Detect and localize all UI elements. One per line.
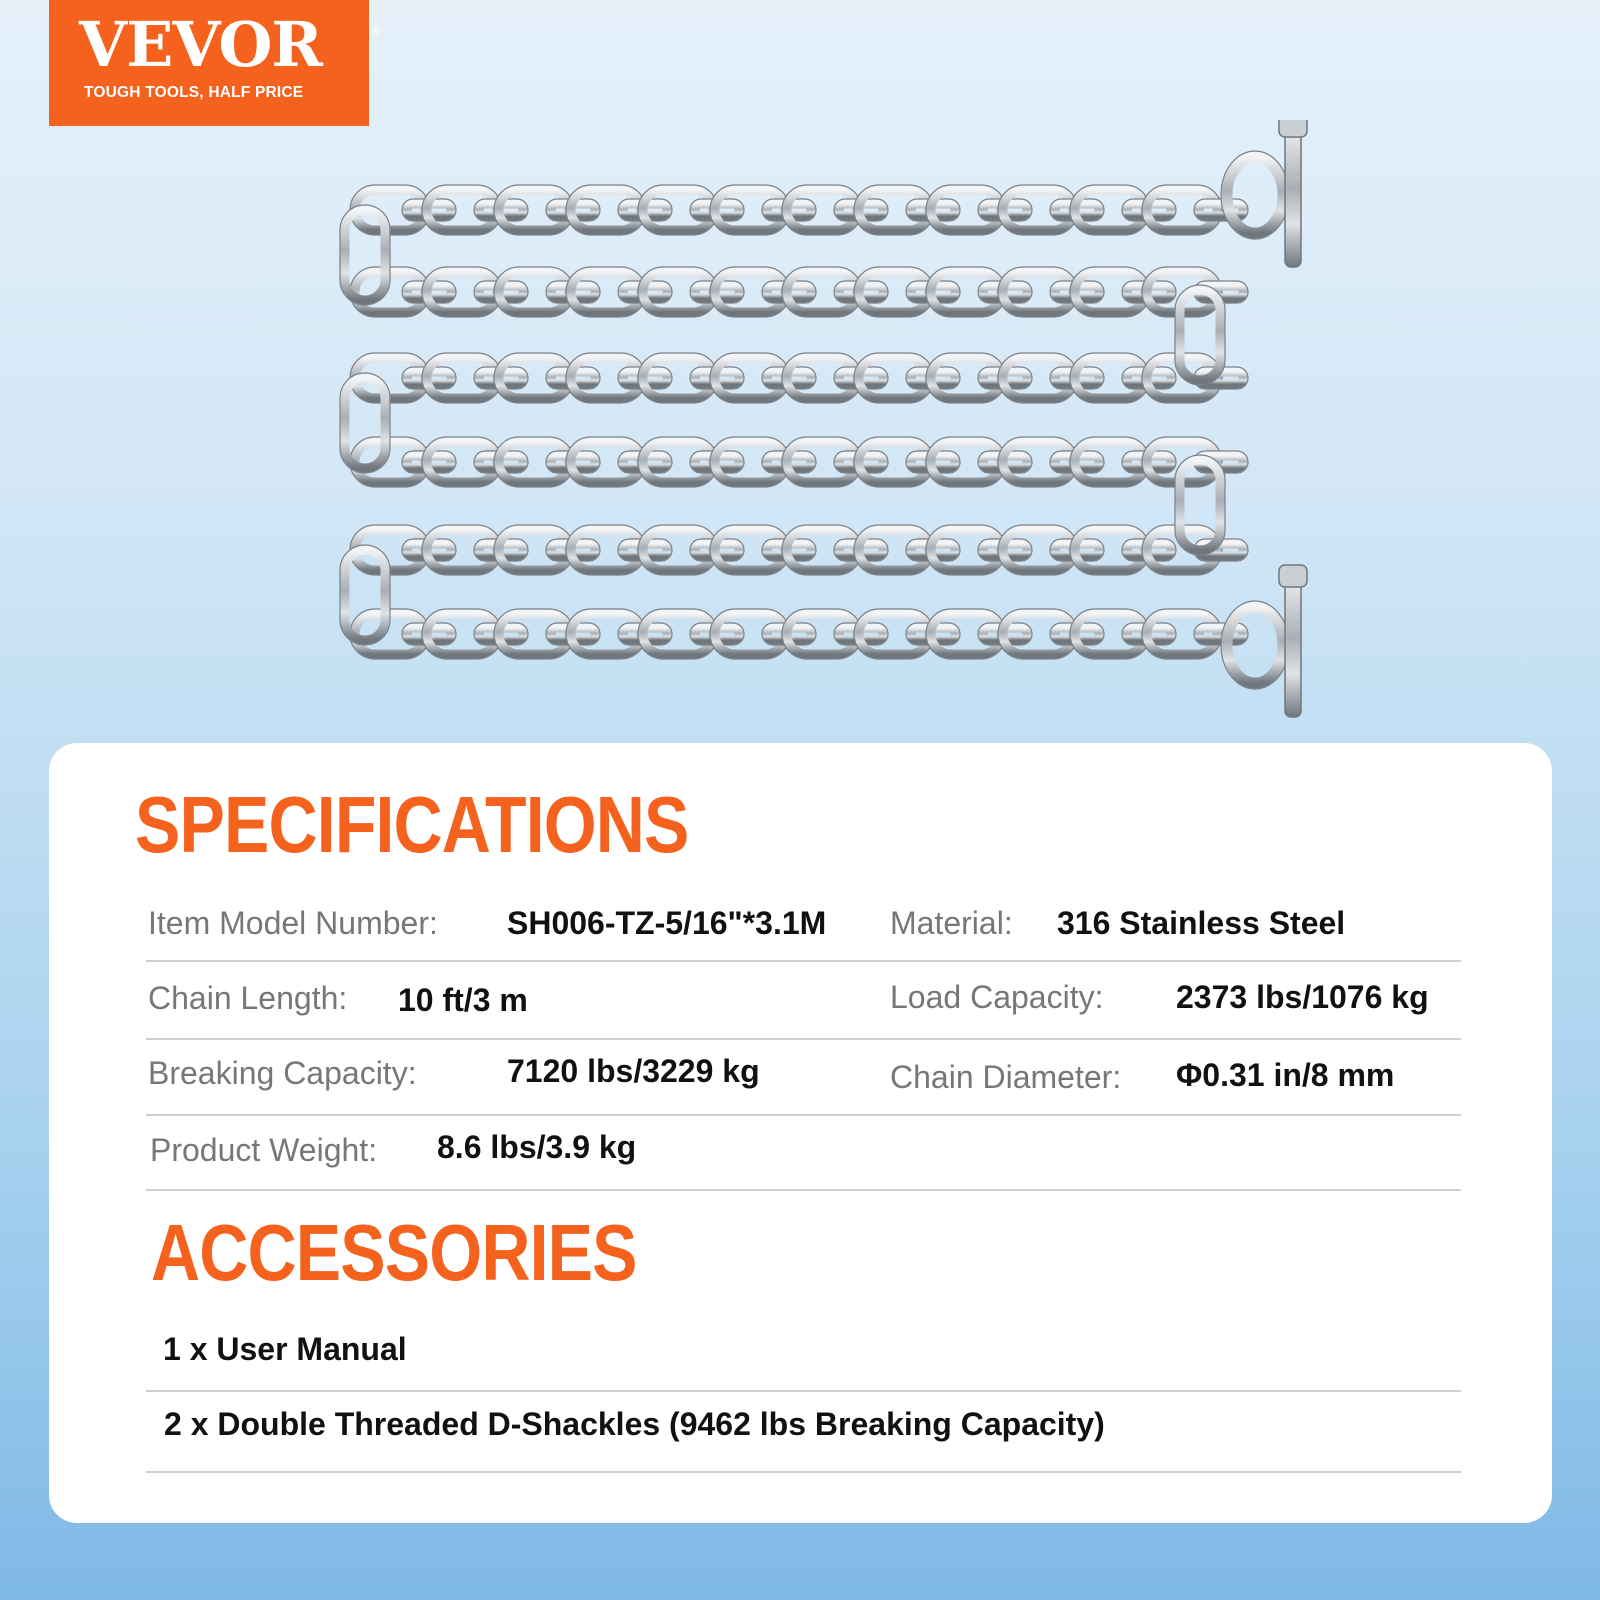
chain-illustration	[330, 120, 1350, 730]
chain-link	[499, 358, 569, 398]
chain-link	[1003, 614, 1073, 654]
chain-link	[931, 272, 1001, 312]
chain-link	[715, 358, 785, 398]
spec-divider	[146, 1114, 1461, 1116]
spec-value-model: SH006-TZ-5/16"*3.1M	[507, 905, 827, 941]
specifications-card	[49, 743, 1552, 1523]
chain-link	[1075, 530, 1145, 570]
chain-link	[931, 442, 1001, 482]
spec-divider	[146, 1038, 1461, 1040]
spec-divider	[146, 960, 1461, 962]
chain-link	[931, 358, 1001, 398]
spec-label-product-weight: Product Weight:	[150, 1132, 378, 1168]
spec-value-chain-diameter: Φ0.31 in/8 mm	[1176, 1057, 1395, 1093]
chain-product-image	[330, 120, 1350, 730]
chain-link	[427, 272, 497, 312]
chain-link	[859, 442, 929, 482]
registered-mark: ®	[371, 24, 380, 38]
chain-link	[643, 358, 713, 398]
chain-link	[1075, 358, 1145, 398]
accessory-divider	[146, 1471, 1461, 1473]
chain-link	[931, 190, 1001, 230]
spec-label-chain-length: Chain Length:	[148, 980, 348, 1016]
chain-link	[1147, 614, 1217, 654]
chain-link	[787, 190, 857, 230]
chain-link	[643, 614, 713, 654]
chain-link	[643, 272, 713, 312]
chain-link	[931, 530, 1001, 570]
chain-link	[571, 614, 641, 654]
chain-link	[859, 190, 929, 230]
spec-value-breaking-capacity: 7120 lbs/3229 kg	[507, 1053, 760, 1089]
chain-link	[787, 530, 857, 570]
chain-link	[427, 190, 497, 230]
chain-link	[499, 190, 569, 230]
specifications-heading: SPECIFICATIONS	[135, 780, 689, 869]
spec-divider	[146, 1189, 1461, 1191]
chain-link	[931, 614, 1001, 654]
chain-link	[571, 358, 641, 398]
logo-wordmark: VEVOR	[79, 8, 322, 81]
chain-link	[787, 358, 857, 398]
spec-value-load-capacity: 2373 lbs/1076 kg	[1176, 979, 1429, 1015]
spec-value-material: 316 Stainless Steel	[1057, 905, 1346, 941]
chain-link	[715, 614, 785, 654]
spec-label-load-capacity: Load Capacity:	[890, 979, 1104, 1015]
spec-label-chain-diameter: Chain Diameter:	[890, 1059, 1122, 1095]
chain-link	[1003, 358, 1073, 398]
chain-link	[427, 530, 497, 570]
spec-label-material: Material:	[890, 905, 1013, 941]
chain-link	[499, 530, 569, 570]
chain-link	[1075, 614, 1145, 654]
chain-link	[859, 272, 929, 312]
chain-link	[1075, 190, 1145, 230]
chain-link	[1003, 530, 1073, 570]
chain-link	[859, 530, 929, 570]
logo-tagline: TOUGH TOOLS, HALF PRICE	[84, 84, 304, 101]
spec-value-product-weight: 8.6 lbs/3.9 kg	[437, 1129, 637, 1165]
chain-link	[1075, 272, 1145, 312]
spec-label-breaking-capacity: Breaking Capacity:	[148, 1055, 417, 1091]
chain-link	[571, 272, 641, 312]
chain-link	[787, 272, 857, 312]
d-shackle-icon	[1221, 120, 1307, 267]
chain-link	[571, 190, 641, 230]
chain-link	[715, 272, 785, 312]
spec-value-chain-length: 10 ft/3 m	[398, 982, 528, 1018]
chain-link	[859, 358, 929, 398]
chain-link	[427, 614, 497, 654]
chain-link	[787, 614, 857, 654]
chain-link	[427, 358, 497, 398]
chain-link	[1003, 190, 1073, 230]
chain-link	[859, 614, 929, 654]
chain-link	[643, 190, 713, 230]
chain-link	[499, 272, 569, 312]
accessory-item-manual: 1 x User Manual	[163, 1331, 407, 1367]
chain-link	[1075, 442, 1145, 482]
vevor-logo	[49, 0, 380, 126]
chain-link	[715, 190, 785, 230]
chain-link	[787, 442, 857, 482]
chain-link	[571, 530, 641, 570]
chain-link	[427, 442, 497, 482]
chain-link	[499, 614, 569, 654]
accessory-item-shackles: 2 x Double Threaded D-Shackles (9462 lbs Breaking Capacity)	[164, 1406, 1105, 1442]
chain-link	[715, 442, 785, 482]
spec-label-model: Item Model Number:	[148, 905, 438, 941]
accessory-divider	[146, 1390, 1461, 1392]
chain-link	[571, 442, 641, 482]
chain-link	[1003, 272, 1073, 312]
chain-link	[715, 530, 785, 570]
chain-link	[643, 530, 713, 570]
chain-link	[1003, 442, 1073, 482]
chain-link	[499, 442, 569, 482]
chain-link	[1147, 190, 1217, 230]
chain-link	[643, 442, 713, 482]
accessories-heading: ACCESSORIES	[151, 1208, 637, 1297]
